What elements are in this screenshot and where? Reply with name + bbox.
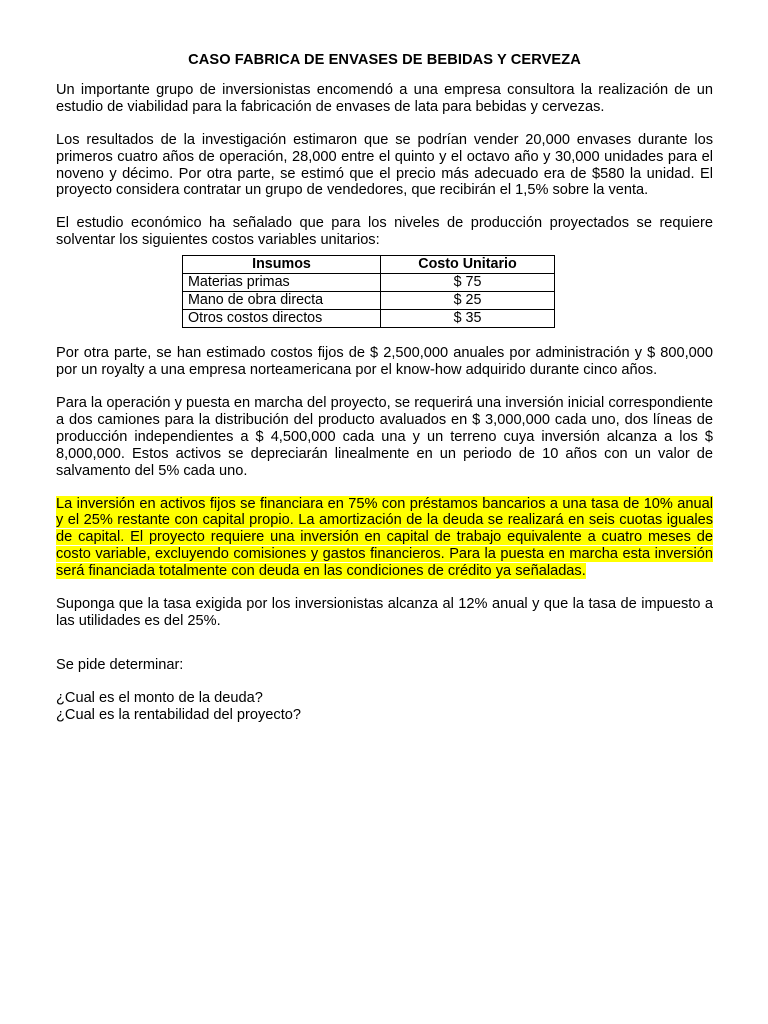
- paragraph-discount-tax-rate: Suponga que la tasa exigida por los inversionistas alcanza al 12% anual y que la tasa de impuesto a las utilidades es del 25%.: [56, 596, 713, 629]
- table-cell-insumo: Otros costos directos: [183, 310, 381, 328]
- variable-costs-table: [182, 255, 555, 328]
- paragraph-fixed-costs: Por otra parte, se han estimado costos fijos de $ 2,500,000 anuales por administración y $ 800,000 por un royalty a una empresa norteamericana por el know-how adquirido durante cinco años.: [56, 345, 713, 379]
- document-title: CASO FABRICA DE ENVASES DE BEBIDAS Y CERVEZA: [188, 52, 581, 68]
- table-row: [183, 310, 555, 328]
- paragraph-financing: [56, 496, 713, 581]
- highlighted-financing-text: La inversión en activos fijos se financiara en 75% con préstamos bancarios a una tasa de 10% anual y el 25% restante con capital propio. La amortización de la deuda se realizará en seis cuotas iguales de capital. El proyecto requiere una inversión en capital de trabajo equivalente a cuatro meses de costo variable, excluyendo comisiones y gastos financieros. Para la puesta en marcha esta inversión será financiada totalmente con deuda en las condiciones de crédito ya señaladas.: [56, 495, 713, 580]
- table-header-costo-unitario: Costo Unitario: [381, 256, 555, 274]
- paragraph-intro: Un importante grupo de inversionistas encomendó a una empresa consultora la realización de un estudio de viabilidad para la fabricación de envases de lata para bebidas y cervezas.: [56, 81, 713, 115]
- question-project-profitability: ¿Cual es la rentabilidad del proyecto?: [56, 706, 301, 723]
- table-cell-costo: $ 35: [381, 310, 555, 328]
- table-header-insumos: Insumos: [183, 256, 381, 274]
- document-page: [56, 52, 713, 724]
- table-header-row: [183, 256, 555, 274]
- paragraph-variable-costs-intro: El estudio económico ha señalado que para los niveles de producción proyectados se requiere solventar los siguientes costos variables unitarios:: [56, 215, 713, 249]
- table-cell-insumo: Materias primas: [183, 274, 381, 292]
- paragraph-sales-projection: Los resultados de la investigación estimaron que se podrían vender 20,000 envases durante los primeros cuatro años de operación, 28,000 entre el quinto y el octavo año y 30,000 unidades para el noveno y décimo. Por otra parte, se estimó que el precio más adecuado era de $580 la unidad. El proyecto considera contratar un grupo de vendedores, que recibirán el 1,5% sobre la venta.: [56, 131, 713, 199]
- table-cell-costo: $ 25: [381, 292, 555, 310]
- questions-heading: Se pide determinar:: [56, 656, 184, 673]
- table-cell-insumo: Mano de obra directa: [183, 292, 381, 310]
- table-cell-costo: $ 75: [381, 274, 555, 292]
- table-row: [183, 292, 555, 310]
- question-debt-amount: ¿Cual es el monto de la deuda?: [56, 689, 263, 706]
- paragraph-initial-investment: Para la operación y puesta en marcha del proyecto, se requerirá una inversión inicial correspondiente a dos camiones para la distribución del producto avaluados en $ 3,000,000 cada uno, dos líneas de producción independientes a $ 4,500,000 cada una y un terreno cuya inversión alcanza a los $ 8,000,000. Estos activos se depreciarán linealmente en un periodo de 10 años con un valor de salvamento del 5% cada uno.: [56, 394, 713, 479]
- table-row: [183, 274, 555, 292]
